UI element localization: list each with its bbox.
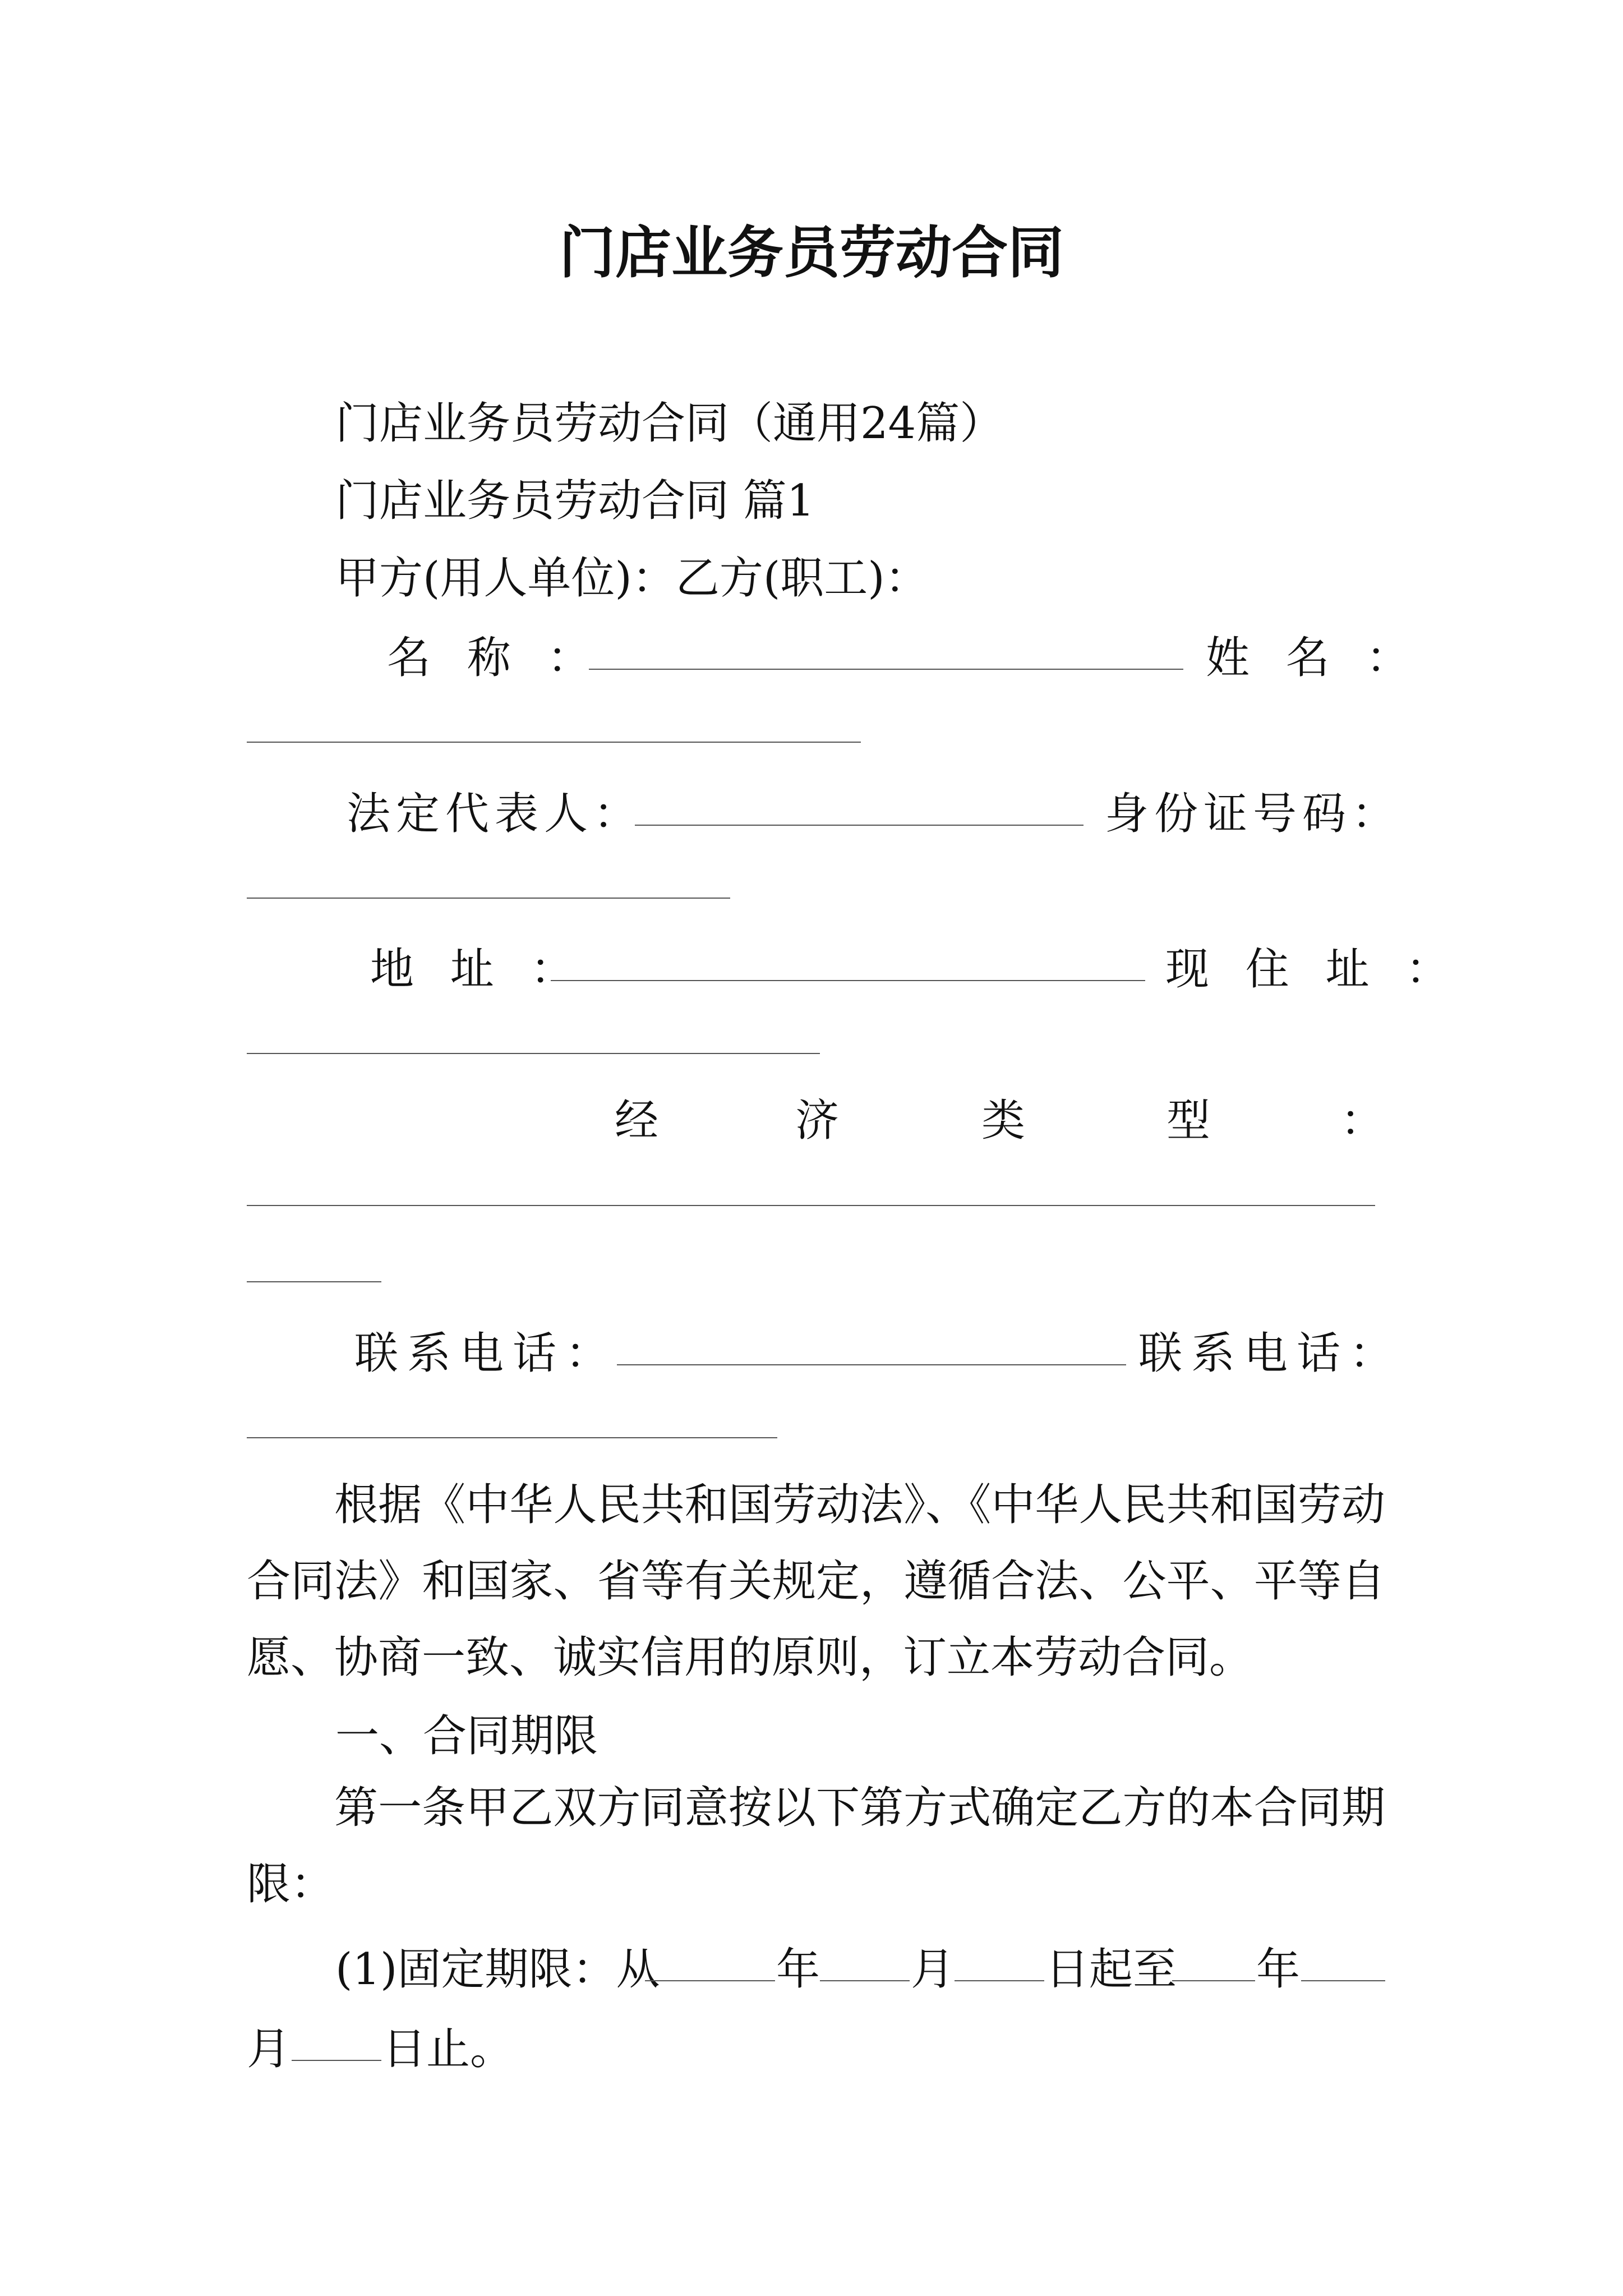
xingming-label: 姓 名 ：	[1206, 633, 1421, 683]
name-blank[interactable]	[589, 669, 1183, 670]
economic-type-colon: ：	[1340, 1096, 1385, 1146]
start-month-blank[interactable]	[820, 1980, 910, 1981]
parties-line: 甲方(用人单位)：乙方(职工)：	[335, 553, 929, 604]
id-number-label: 身份证号码：	[1105, 789, 1401, 839]
end-day-unit: 日止。	[382, 2024, 514, 2074]
fixed-term-prefix: (1)固定期限：从	[335, 1944, 660, 1995]
economic-type-char-2: 济	[795, 1096, 840, 1146]
chapter-heading: 一、合同期限	[335, 1711, 598, 1761]
article-1: 第一条甲乙双方同意按以下第方式确定乙方的本合同期限：	[247, 1783, 1385, 1910]
start-year-blank[interactable]	[645, 1980, 775, 1981]
phone-blank-b[interactable]	[247, 1437, 777, 1438]
current-address-label: 现 住 址 ：	[1165, 944, 1461, 995]
address-blank[interactable]	[551, 980, 1145, 981]
end-year-blank[interactable]	[1172, 1980, 1255, 1981]
section-heading: 门店业务员劳动合同 篇1	[335, 476, 815, 526]
phone-blank-a[interactable]	[617, 1364, 1126, 1365]
economic-type-char-3: 类	[981, 1096, 1026, 1146]
end-day-blank[interactable]	[292, 2060, 381, 2061]
preamble-paragraph: 根据《中华人民共和国劳动法》、《中华人民共和国劳动合同法》和国家、省等有关规定，遵循合法、公平、平等自愿、协商一致、诚实信用的原则，订立本劳动合同。	[247, 1480, 1385, 1683]
start-day-unit: 日起至	[1045, 1944, 1177, 1995]
document-title: 门店业务员劳动合同	[559, 219, 1064, 286]
current-address-blank[interactable]	[247, 1053, 820, 1054]
name-label: 名 称 ：	[387, 633, 602, 683]
economic-type-char-4: 型	[1166, 1096, 1211, 1146]
phone-label-a: 联系电话：	[354, 1328, 619, 1379]
start-day-blank[interactable]	[955, 1980, 1044, 1981]
id-number-blank[interactable]	[247, 898, 730, 899]
start-month-unit: 月	[911, 1944, 955, 1995]
economic-type-blank-1[interactable]	[247, 1205, 1375, 1206]
address-label: 地 址 ：	[370, 944, 585, 995]
economic-type-blank-2[interactable]	[247, 1281, 381, 1282]
xingming-blank[interactable]	[247, 742, 861, 743]
legal-rep-label: 法定代表人：	[347, 789, 643, 839]
start-year-unit: 年	[776, 1944, 820, 1995]
end-month-unit: 月	[247, 2024, 291, 2074]
end-month-blank-a[interactable]	[1301, 1980, 1385, 1981]
end-year-unit: 年	[1256, 1944, 1301, 1995]
legal-rep-blank[interactable]	[635, 825, 1083, 826]
phone-label-b: 联系电话：	[1138, 1328, 1403, 1379]
subtitle: 门店业务员劳动合同（通用24篇）	[335, 398, 1004, 449]
economic-type-char-1: 经	[615, 1096, 659, 1146]
